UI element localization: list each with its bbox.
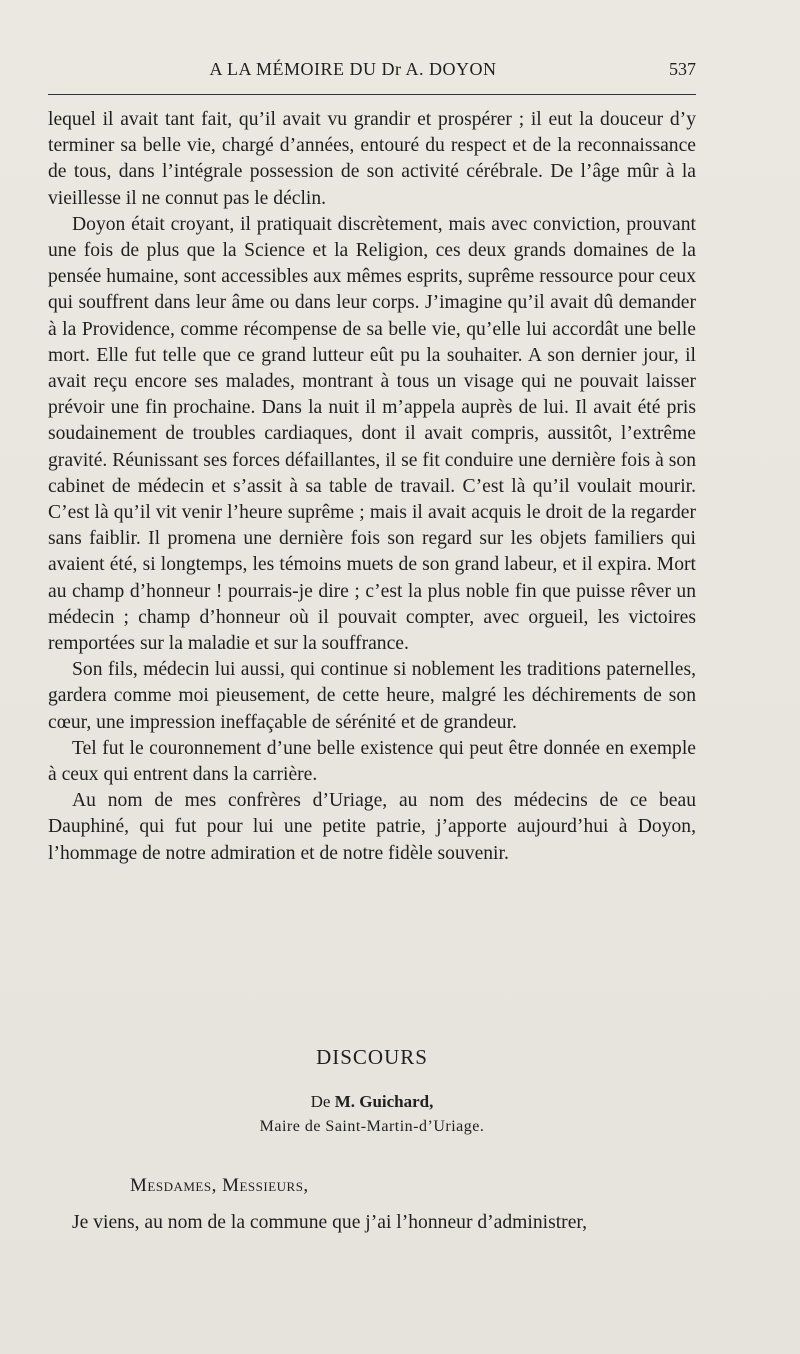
running-head xyxy=(48,58,696,88)
section-title: DISCOURS xyxy=(316,1045,428,1069)
page-number: 537 xyxy=(669,59,696,79)
paragraph-5: Au nom de mes confrères d’Uriage, au nom des médecins de ce beau Dauphiné, qui fut pour lui une petite patrie, j’apporte aujourd’hui à Doyon, l’hommage de notre admiration et de notre fidèle souvenir. xyxy=(48,790,696,864)
body-text xyxy=(48,107,696,867)
speaker-role: Maire de Saint-Martin-d’Uriage. xyxy=(259,1118,485,1135)
paragraph-1: lequel il avait tant fait, qu’il avait vu grandir et prospérer ; il eut la douceur d’y terminer sa belle vie, chargé d’années, entouré du respect et de la reconnaissance de tous, dans l’intégrale possession de son activité cérébrale. De l’âge mûr à la vieillesse il ne connut pas le déclin. xyxy=(48,109,696,209)
paragraph-2: Doyon était croyant, il pratiquait discrètement, mais avec conviction, prouvant une fois de plus que la Science et la Religion, ces deux grands domaines de la pensée humaine, sont accessibles aux mêmes esprits, suprême ressource pour ceux qui souffrent dans leur âme ou dans leur corps. J’imagine qu’il avait dû demander à la Providence, comme récompense de sa belle vie, qu’elle lui accordât une belle mort. Elle fut telle que ce grand lutteur eût pu la souhaiter. A son dernier jour, il avait reçu encore ses malades, montrant à tous un visage qui ne pouvait laisser prévoir une fin prochaine. Dans la nuit il m’appela auprès de lui. Il avait été pris soudainement de troubles cardiaques, dont il avait compris, aussitôt, l’extrême gravité. Réunissant ses forces défaillantes, il se fit conduire une dernière fois à son cabinet de médecin et s’assit à sa table de travail. C’est là qu’il voulait mourir. C’est là qu’il vit venir l’heure suprême ; mais il avait acquis le droit de la regarder sans faiblir. Il promena une dernière fois son regard sur les objets familiers qui avaient été, si longtemps, les témoins muets de son grand labeur, et il expira. Mort au champ d’honneur ! pourrais-je dire ; c’est la plus noble fin que puisse rêver un médecin ; champ d’honneur où il pouvait compter, avec orgueil, les victoires remportées sur la maladie et sur la souffrance. xyxy=(48,213,696,655)
paragraph-4: Tel fut le couronnement d’une belle existence qui peut être donnée en exemple à ceux qui entrent dans la carrière. xyxy=(48,737,696,786)
closing-line: Je viens, au nom de la commune que j’ai l’honneur d’administrer, xyxy=(72,1212,588,1233)
paragraph-3: Son fils, médecin lui aussi, qui continue si noblement les traditions paternelles, gardera comme moi pieusement, de cette heure, malgré les déchirements de son cœur, une impression ineffaçable de sérénité et de grandeur. xyxy=(48,659,696,733)
speaker-name: M. Guichard, xyxy=(334,1092,434,1111)
speaker-line xyxy=(48,1092,696,1112)
speaker-prefix: De xyxy=(310,1092,331,1111)
salutation: Mesdames, Messieurs, xyxy=(130,1175,309,1196)
header-rule xyxy=(48,94,696,95)
running-title: A LA MÉMOIRE DU Dr A. DOYON xyxy=(209,59,497,79)
